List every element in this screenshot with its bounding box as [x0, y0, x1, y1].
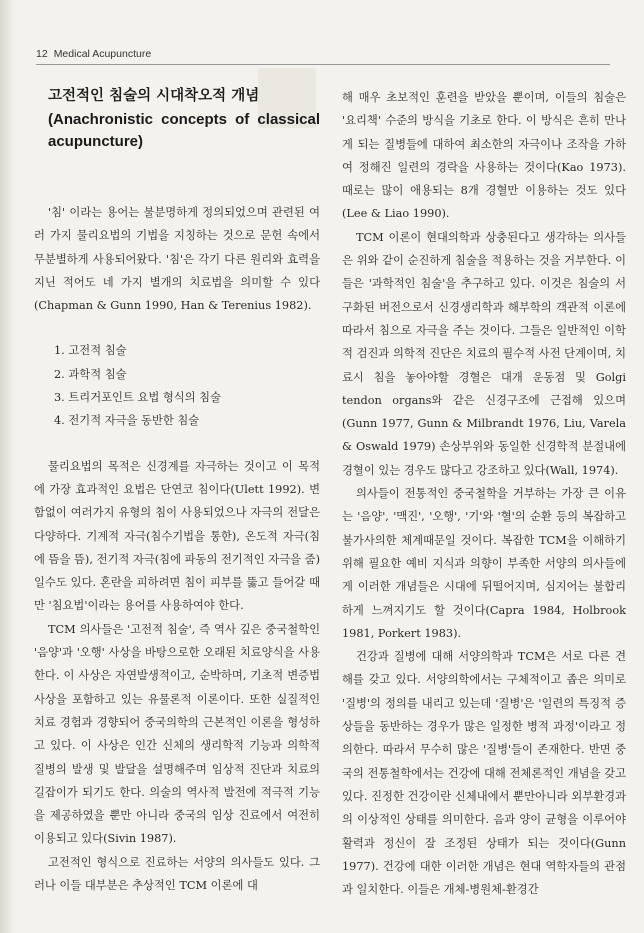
acupuncture-types-list [54, 339, 320, 432]
page-edge-shadow [0, 0, 14, 933]
page-number: 12 [36, 48, 48, 60]
running-header [36, 48, 151, 60]
paragraph: 해 매우 초보적인 훈련을 받았을 뿐이며, 이들의 침술은 '요리책' 수준의 방식을 기초로 한다. 이 방식은 흔히 만나게 되는 질병들에 대하여 최소한의 자극이나 조작을 가하여 정해진 일련의 경락을 사용하는 것이다(Kao 1973). 때로는 많이 애용되는 8개 경혈만 이용하는 것도 있다 (Lee & Liao 1990). [342, 91, 626, 221]
list-item: 2. 과학적 침술 [54, 367, 127, 381]
list-item: 4. 전기적 자극을 동반한 침술 [54, 414, 200, 428]
list-item: 1. 고전적 침술 [54, 344, 127, 358]
paragraph: 고전적인 형식으로 진료하는 서양의 의사들도 있다. 그러나 이들 대부분은 추상적인 TCM 이론에 대 [34, 855, 320, 893]
paragraph: 의사들이 전통적인 중국철학을 거부하는 가장 큰 이유는 '음양', '맥진', '오행', '기'와 '혈'의 순환 등의 복잡하고 불가사의한 체계때문일 것이다. 복잡한 TCM을 이해하기 위해 필요한 예비 지식과 의향이 부족한 서양의 의사들에게 이러한 개념들은 시대에 뒤떨어지며, 심지어는 불합리하게 느껴지기도 할 것이다(Capra 1984, Holbrook 1981, Porkert 1983). [342, 487, 626, 640]
paragraph: 물리요법의 목적은 신경계를 자극하는 것이고 이 목적에 가장 효과적인 요법은 단연코 침이다(Ulett 1992). 변함없이 여러가지 유형의 침이 사용되었으나 자극의 전달은 다양하다. 기계적 자극(침수기법을 통한), 온도적 자극(침에 뜸을 뜸), 전기적 자극(침에 파동의 전기적인 자극을 줌)일수도 있다. 혼란을 피하려면 침이 피부를 뚫고 들어갈 때만 '침요법'이라는 용어를 사용하여야 한다. [34, 459, 320, 613]
paragraph: 건강과 질병에 대해 서양의학과 TCM은 서로 다른 견해를 갖고 있다. 서양의학에서는 구체적이고 좁은 의미로 '질병'의 정의를 내리고 있는데 '질병'은 '일련의 특징적 증상들을 동반하는 경우가 많은 일정한 병적 과정'이라고 정의한다. 따라서 무수히 많은 '질병'들이 존재한다. 반면 중국의 전통철학에서는 건강에 대해 전체론적인 개념을 갖고 있다. 진정한 건강이란 신체내에서 뿐만아니라 외부환경과의 이상적인 상태를 의미한다. 음과 양이 균형을 이루어야 활력과 정신이 잘 조정된 상태가 되는 것이다(Gunn 1977). 건강에 대한 이러한 개념은 현대 역학자들의 관점과 일치한다. 이들은 개체-병원체-환경간 [342, 650, 626, 897]
paragraph: TCM 이론이 현대의학과 상충된다고 생각하는 의사들은 위와 같이 순진하게 침술을 적용하는 것을 거부한다. 이들은 '과학적인 침술'을 추구하고 있다. 이것은 침술의 서구화된 버전으로서 신경생리학과 해부학의 객관적 이론에 따라서 침으로 자극을 주는 것이다. 그들은 일반적인 이학적 검진과 의학적 진단은 치료의 필수적 사전 단계이며, 치료시 침을 놓아야할 경혈은 대개 운동점 및 Golgi tendon organs와 같은 신경구조에 근접해 있으며(Gunn 1977, Gunn & Milbrandt 1976, Liu, Varela & Oswald 1979) 손상부위와 동일한 신경학적 분절내에 경혈이 있는 경우도 많다고 강조하고 있다(Wall, 1974). [342, 230, 626, 477]
book-title: Medical Acupuncture [53, 48, 152, 60]
section-title-english: (Anachronistic concepts of classical acupuncture) [48, 111, 320, 150]
right-column [342, 86, 626, 901]
list-item: 3. 트리거포인트 요법 형식의 침술 [54, 391, 222, 405]
header-rule [36, 64, 610, 65]
paragraph: TCM 의사들은 '고전적 침술', 즉 역사 깊은 중국철학인 '음양'과 '오행' 사상을 바탕으로한 오래된 치료양식을 사용한다. 이 사상은 자연발생적이고, 순박하며, 기초적 변증법 사상을 포함하고 있는 유물론적 이론이다. 또한 실질적인 치료 경험과 경향되어 중국의학의 근본적인 이론을 형성하고 있다. 이 사상은 인간 신체의 생리학적 기능과 의학적 질병의 발생 및 발달을 설명해주며 임상적 진단과 치료의 길잡이가 되기도 한다. 의술의 역사적 발전에 적극적 기능을 제공하였을 뿐만 아니라 중국의 임상 진료에서 여전히 이용되고 있다(Sivin 1987). [34, 622, 320, 846]
left-column [34, 86, 320, 897]
paragraph: '침' 이라는 용어는 불분명하게 정의되었으며 관련된 여러 가지 물리요법의 기법을 지칭하는 것으로 문헌 속에서 무분별하게 사용되어왔다. '침'은 각기 다른 원리와 효력을 지닌 적어도 네 가지 별개의 치료법을 의미할 수 있다(Chapman & Gunn 1990, Han & Terenius 1982). [34, 206, 320, 313]
section-title-korean: 고전적인 침술의 시대착오적 개념 [48, 88, 260, 104]
